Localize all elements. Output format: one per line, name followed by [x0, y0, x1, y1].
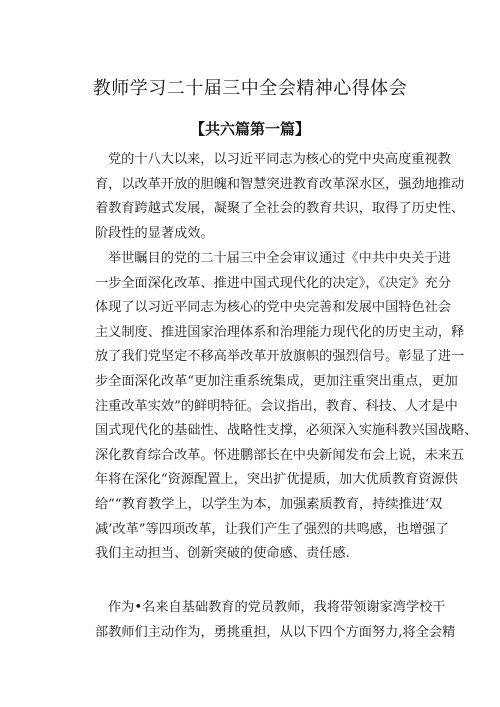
paragraph-1 — [95, 148, 465, 246]
paragraph-line: 着教育跨越式发展，凝聚了全社会的教育共识，取得了历史性、 — [95, 201, 465, 217]
document-title: 教师学习二十届三中全会精神心得体会 — [92, 78, 408, 99]
paragraph-line: 给”“教育教学上，以学生为本，加强素质教育，持续推进‘双 — [95, 496, 443, 512]
paragraph-2 — [95, 247, 478, 567]
paragraph-line: 年将在深化“资源配置上，突出扩优提质，加大优质教育资源供 — [95, 472, 458, 488]
paragraph-line: 阶段性的显著成效。 — [95, 225, 214, 241]
paragraph-line: 主义制度、推进国家治理体系和治理能力现代化的历史主动，释 — [95, 324, 465, 340]
paragraph-line: 一步全面深化改革、推进中国式现代化的决定》，《决定》充分 — [95, 275, 452, 291]
paragraph-line: 体现了以习近平同志为核心的党中央完善和发展中国特色社会 — [95, 300, 452, 316]
document-subtitle: 【共六篇第一篇】 — [189, 120, 310, 138]
paragraph-line: 育，以改革开放的胆魄和智慧突进教育改革深水区，强劲地推动 — [95, 176, 465, 192]
paragraph-line: 党的十八大以来，以习近平同志为核心的党中央高度重视教 — [108, 152, 451, 167]
paragraph-line: 我们主动担当、创新突破的使命感、责任感. — [95, 546, 350, 562]
paragraph-line: 举世瞩目的党的二十届三中全会审议通过《中共中央关于进 — [108, 251, 451, 266]
paragraph-line: 减’改革”等四项改革，让我们产生了强烈的共鸣感，也增强了 — [95, 521, 449, 537]
paragraph-line: 放了我们党坚定不移高举改革开放旗帜的强烈信号。彰显了进一 — [95, 349, 465, 365]
paragraph-line: 注重改革实效”的鲜明特征。会议指出，教育、科技、人才是中 — [95, 398, 458, 414]
paragraph-line: 深化教育综合改革。怀进鹏部长在中央新闻发布会上说，未来五 — [95, 447, 465, 463]
paragraph-line: 国式现代化的基础性、战略性支撑，必须深入实施科教兴国战略、 — [95, 423, 478, 439]
paragraph-line: 步全面深化改革“更加注重系统集成，更加注重突出重点，更加 — [95, 373, 458, 389]
paragraph-line: 部教师们主动作为，勇挑重担，从以下四个方面努力,将全会精 — [95, 624, 456, 640]
paragraph-line: 作为•名来自基础教育的党员教师，我将带领谢家湾学校干 — [108, 600, 446, 615]
paragraph-3 — [95, 596, 456, 645]
